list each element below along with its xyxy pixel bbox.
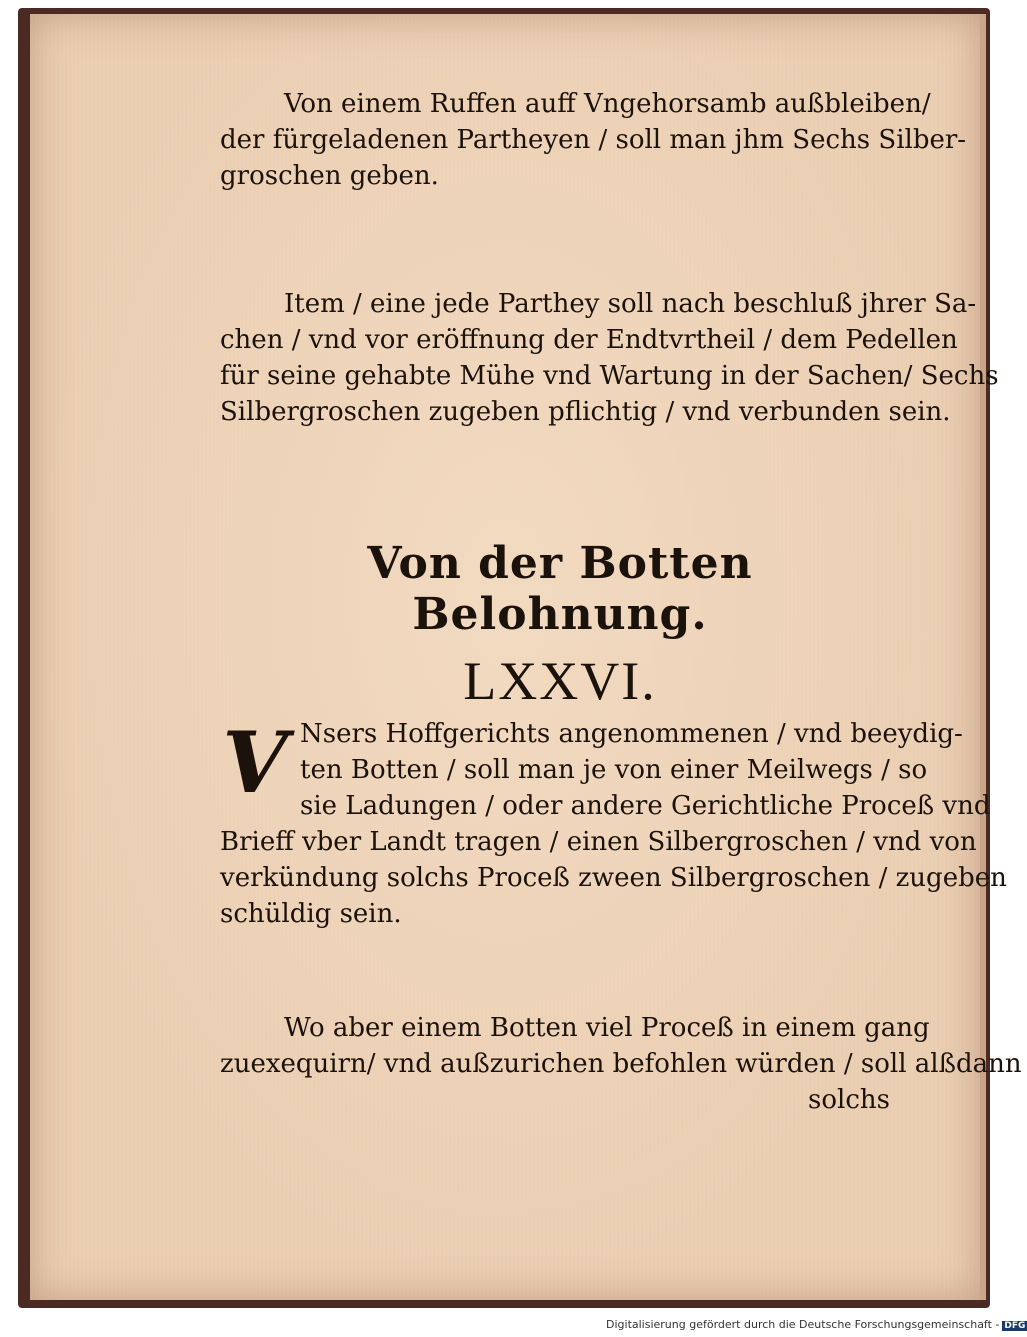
section-heading: Von der Botten Belohnung. bbox=[367, 538, 753, 640]
chapter-number: LXXVI. bbox=[463, 651, 657, 711]
paragraph-ruffen bbox=[220, 86, 967, 194]
credit-text: Digitalisierung gefördert durch die Deutsche Forschungsgemeinschaft - bbox=[606, 1318, 1000, 1331]
text-line: groschen geben. bbox=[220, 161, 439, 191]
paragraph-wo-aber bbox=[220, 1010, 1022, 1118]
decorated-initial: V bbox=[222, 713, 288, 812]
text-line: zuexequirn/ vnd außzurichen befohlen würden / soll alßdann bbox=[220, 1049, 1022, 1079]
text-line: Wo aber einem Botten viel Proceß in einem gang bbox=[284, 1013, 930, 1043]
catchword: solchs bbox=[808, 1085, 890, 1115]
text-line: Silbergroschen zugeben pflichtig / vnd verbunden sein. bbox=[220, 397, 951, 427]
text-line: Nsers Hoffgerichts angenommenen / vnd beeydig- bbox=[300, 719, 963, 749]
text-line: schüldig sein. bbox=[220, 899, 402, 929]
text-line: sie Ladungen / oder andere Gerichtliche Proceß vnd bbox=[300, 791, 991, 821]
paragraph-botten bbox=[220, 713, 1007, 932]
text-line: verkündung solchs Proceß zween Silbergroschen / zugeben bbox=[220, 863, 1007, 893]
text-line: Item / eine jede Parthey soll nach beschluß jhrer Sa- bbox=[284, 289, 977, 319]
text-line: ten Botten / soll man je von einer Meilwegs / so bbox=[300, 755, 928, 785]
text-line: für seine gehabte Mühe vnd Wartung in der Sachen/ Sechs bbox=[220, 361, 999, 391]
text-line: Brieff vber Landt tragen / einen Silbergroschen / vnd von bbox=[220, 827, 977, 857]
text-line: chen / vnd vor eröffnung der Endtvrtheil / dem Pedellen bbox=[220, 325, 958, 355]
digitization-credit bbox=[606, 1318, 1026, 1331]
paragraph-item bbox=[220, 286, 999, 430]
text-line: Von einem Ruffen auff Vngehorsamb außbleiben/ bbox=[284, 89, 931, 119]
dfg-logo: DFG bbox=[1004, 1321, 1026, 1331]
text-line: der fürgeladenen Partheyen / soll man jhm Sechs Silber- bbox=[220, 125, 967, 155]
